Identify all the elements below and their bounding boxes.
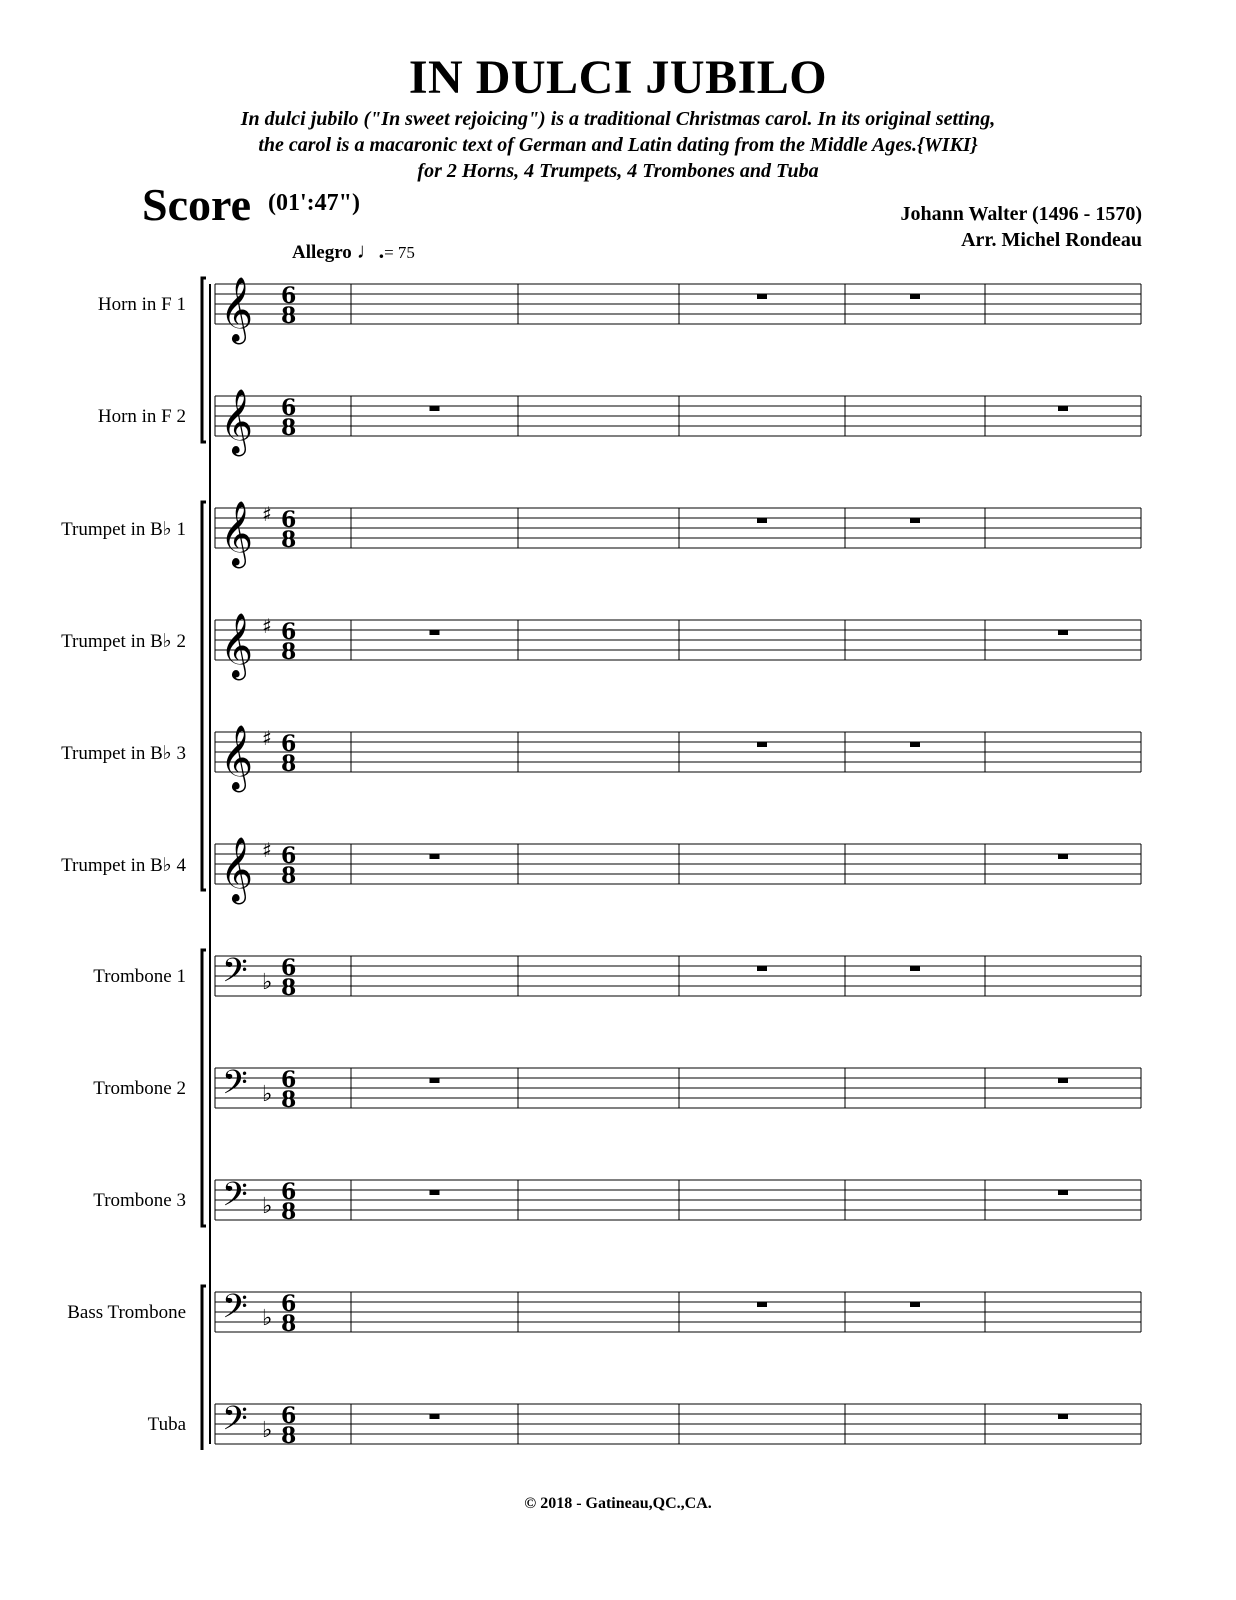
key-signature-sharp-icon: ♯: [262, 502, 272, 526]
treble-clef-icon: 𝄞: [220, 613, 254, 678]
arranger-credit: Arr. Michel Rondeau: [961, 229, 1142, 251]
treble-clef-icon: 𝄞: [220, 837, 254, 902]
measure-rest-icon: [757, 294, 767, 299]
measure-rest-icon: [757, 518, 767, 523]
tempo-note-glyph: ♩.: [356, 238, 385, 263]
treble-clef-icon: 𝄞: [220, 501, 254, 566]
time-signature-top: 6: [281, 1067, 297, 1093]
instrument-name-trumpet-1: Trumpet in B♭ 1: [61, 519, 186, 540]
measure-rest-icon: [1058, 1414, 1068, 1419]
bass-clef-icon: 𝄢: [222, 1176, 248, 1222]
time-signature-bottom: 8: [281, 1423, 297, 1449]
bass-clef-icon: 𝄢: [222, 952, 248, 998]
time-signature-top: 6: [281, 1179, 297, 1205]
measure-rest-icon: [757, 742, 767, 747]
time-signature-bottom: 8: [281, 975, 297, 1001]
instrument-name-trumpet-2: Trumpet in B♭ 2: [61, 631, 186, 652]
measure-rest-icon: [757, 1302, 767, 1307]
copyright-footer: © 2018 - Gatineau,QC.,CA.: [524, 1495, 712, 1512]
instrument-name-bass-trombone: Bass Trombone: [67, 1302, 186, 1323]
duration-label: (01':47"): [268, 190, 360, 216]
measure-rest-icon: [910, 966, 920, 971]
instrument-name-horn-1: Horn in F 1: [97, 294, 186, 315]
key-signature-flat-icon: ♭: [262, 1306, 273, 1331]
bass-clef-icon: 𝄢: [222, 1064, 248, 1110]
key-signature-flat-icon: ♭: [262, 1418, 273, 1443]
measure-rest-icon: [910, 742, 920, 747]
key-signature-flat-icon: ♭: [262, 970, 273, 995]
score-title: IN DULCI JUBILO: [408, 51, 828, 104]
time-signature-top: 6: [281, 395, 297, 421]
trombone-group-bracket: [202, 950, 206, 1226]
measure-rest-icon: [910, 518, 920, 523]
composer-credit: Johann Walter (1496 - 1570): [900, 203, 1142, 225]
measure-rest-icon: [430, 1414, 440, 1419]
time-signature-top: 6: [281, 731, 297, 757]
instrument-name-trombone-2: Trombone 2: [93, 1078, 186, 1099]
horn-group-bracket: [202, 278, 206, 442]
time-signature-bottom: 8: [281, 1199, 297, 1225]
measure-rest-icon: [1058, 630, 1068, 635]
bass-clef-icon: 𝄢: [222, 1288, 248, 1334]
time-signature-top: 6: [281, 843, 297, 869]
time-signature-top: 6: [281, 1403, 297, 1429]
time-signature-top: 6: [281, 507, 297, 533]
key-signature-flat-icon: ♭: [262, 1082, 273, 1107]
measure-rest-icon: [430, 854, 440, 859]
time-signature-bottom: 8: [281, 639, 297, 665]
measure-rest-icon: [1058, 1190, 1068, 1195]
subtitle-line-3: for 2 Horns, 4 Trumpets, 4 Trombones and Tuba: [417, 160, 819, 182]
time-signature-bottom: 8: [281, 415, 297, 441]
key-signature-sharp-icon: ♯: [262, 726, 272, 750]
instrument-name-trumpet-4: Trumpet in B♭ 4: [61, 855, 186, 876]
key-signature-flat-icon: ♭: [262, 1194, 273, 1219]
score-label: Score: [142, 179, 252, 230]
bass-clef-icon: 𝄢: [222, 1400, 248, 1446]
instrument-name-tuba: Tuba: [147, 1414, 186, 1435]
time-signature-top: 6: [281, 955, 297, 981]
time-signature-top: 6: [281, 1291, 297, 1317]
instrument-name-trombone-1: Trombone 1: [93, 966, 186, 987]
treble-clef-icon: 𝄞: [220, 725, 254, 790]
tempo-text: Allegro: [292, 242, 352, 263]
instrument-name-horn-2: Horn in F 2: [97, 406, 186, 427]
measure-rest-icon: [430, 1078, 440, 1083]
time-signature-bottom: 8: [281, 863, 297, 889]
treble-clef-icon: 𝄞: [220, 277, 254, 342]
measure-rest-icon: [1058, 406, 1068, 411]
measure-rest-icon: [430, 630, 440, 635]
treble-clef-icon: 𝄞: [220, 389, 254, 454]
time-signature-top: 6: [281, 283, 297, 309]
measure-rest-icon: [1058, 1078, 1068, 1083]
time-signature-bottom: 8: [281, 751, 297, 777]
time-signature-bottom: 8: [281, 1087, 297, 1113]
measure-rest-icon: [757, 966, 767, 971]
time-signature-top: 6: [281, 619, 297, 645]
measure-rest-icon: [430, 1190, 440, 1195]
key-signature-sharp-icon: ♯: [262, 614, 272, 638]
time-signature-bottom: 8: [281, 527, 297, 553]
time-signature-bottom: 8: [281, 303, 297, 329]
key-signature-sharp-icon: ♯: [262, 838, 272, 862]
instrument-name-trombone-3: Trombone 3: [93, 1190, 186, 1211]
subtitle-line-2: the carol is a macaronic text of German and Latin dating from the Middle Ages.{WIKI}: [258, 134, 978, 156]
measure-rest-icon: [910, 1302, 920, 1307]
trumpet-group-bracket: [202, 502, 206, 890]
measure-rest-icon: [1058, 854, 1068, 859]
subtitle-line-1: In dulci jubilo ("In sweet rejoicing") is a traditional Christmas carol. In its original setting,: [240, 108, 996, 130]
low-brass-bracket: [202, 1286, 206, 1450]
measure-rest-icon: [430, 406, 440, 411]
measure-rest-icon: [910, 294, 920, 299]
time-signature-bottom: 8: [281, 1311, 297, 1337]
tempo-bpm: = 75: [384, 243, 415, 262]
instrument-name-trumpet-3: Trumpet in B♭ 3: [61, 743, 186, 764]
